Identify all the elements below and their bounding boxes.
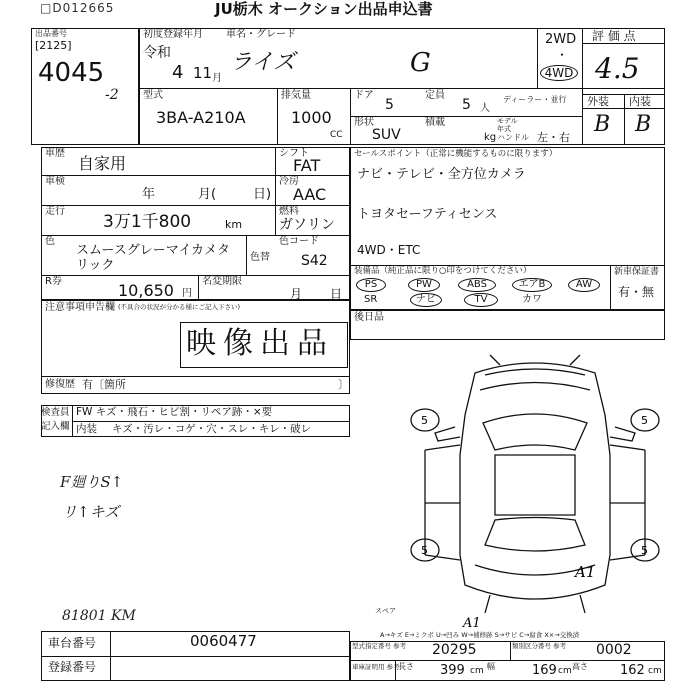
drive-4wd-circled: 4WD bbox=[540, 65, 578, 81]
warranty-value: 有・無 bbox=[618, 285, 655, 299]
header-stamp: □D012665 bbox=[40, 1, 115, 15]
drive-2wd: 2WD bbox=[545, 32, 577, 47]
inspection-month: 月( bbox=[198, 187, 217, 202]
capacity-label: 定員 bbox=[425, 90, 445, 101]
inspection-label: 車検 bbox=[45, 176, 65, 187]
height-unit: cm bbox=[648, 666, 662, 676]
repair-label: 修復歴 bbox=[45, 379, 75, 390]
damage-legend: A→キズ E→ミクボ U→凹み W→補修跡 S→サビ C→腐食 X×→交換済 bbox=[380, 631, 580, 639]
tire-mark-rear-right: 5 bbox=[641, 544, 648, 557]
displacement-value: 1000 bbox=[291, 108, 332, 127]
loading-label: 積載 bbox=[425, 117, 445, 128]
loading-unit: kg bbox=[484, 132, 497, 143]
registration-label: 登録番号 bbox=[48, 660, 97, 674]
recycle-unit: 円 bbox=[182, 288, 192, 299]
inspector-row-1: FW キズ・飛石・ヒビ割・リペア跡・×要 bbox=[76, 406, 273, 418]
warranty-label: 新車保証書 bbox=[614, 267, 660, 277]
inspector-label-2: 記入欄 bbox=[41, 421, 70, 432]
equip-abs: ABS bbox=[458, 278, 496, 292]
equip-sr: SR bbox=[364, 294, 378, 305]
repair-value: 有〔箇所 bbox=[82, 378, 126, 391]
equipment-label: 装備品（純正品に限り○印をつけてください） bbox=[354, 266, 532, 276]
model-year-label-1: モデル bbox=[497, 117, 518, 125]
drive-sep: ・ bbox=[556, 48, 569, 62]
damage-mark-a1-bottom: A1 bbox=[463, 616, 481, 630]
width-label: 幅 bbox=[487, 662, 495, 671]
model-value: 3BA-A210A bbox=[156, 108, 246, 127]
inspector-row-2: キズ・汚レ・コゲ・穴・スレ・キレ・破レ bbox=[112, 423, 312, 435]
class-number-value: 0002 bbox=[596, 642, 632, 658]
lot-code: [2125] bbox=[35, 39, 72, 52]
equip-pw: PW bbox=[408, 278, 440, 292]
top-grid bbox=[139, 28, 665, 145]
shift-label: シフト bbox=[279, 148, 309, 159]
lot-number: 4045 bbox=[38, 58, 105, 88]
equip-navi: ナビ bbox=[410, 293, 442, 307]
reg-year: 4 bbox=[172, 62, 184, 83]
height-label: 高さ bbox=[572, 662, 588, 671]
displacement-unit: CC bbox=[330, 130, 343, 140]
handwritten-note-1: F廻りS↑ bbox=[60, 473, 124, 491]
shape-label: 形状 bbox=[354, 117, 374, 128]
fuel-value: ガソリン bbox=[279, 217, 335, 233]
inspector-row-2-label: 内装 bbox=[76, 423, 97, 435]
score-value: 4.5 bbox=[595, 52, 640, 85]
name-change-month: 月 bbox=[290, 287, 303, 301]
car-damage-diagram bbox=[405, 345, 665, 630]
recycle-label: R券 bbox=[45, 276, 62, 287]
remarks-label: 注意事項申告欄 bbox=[45, 302, 115, 313]
sales-points-label: セールスポイント（正常に機能するものに限ります） bbox=[354, 149, 558, 159]
car-outline bbox=[405, 355, 659, 613]
color-label: 色 bbox=[45, 236, 55, 247]
dealer-label: ディーラー・並行 bbox=[503, 95, 567, 104]
lot-label: 出品番号 bbox=[35, 29, 67, 38]
damage-mark-a1-right: A1 bbox=[575, 563, 596, 581]
interior-grade: B bbox=[635, 112, 652, 137]
sales-point-1: ナビ・テレビ・全方位カメラ bbox=[357, 167, 526, 182]
tire-mark-rear-left: 5 bbox=[421, 544, 428, 557]
name-change-day: 日 bbox=[330, 287, 343, 301]
spare-label: スペア bbox=[375, 607, 396, 615]
width-value: 169 bbox=[532, 663, 557, 678]
exterior-label: 外装 bbox=[587, 95, 609, 108]
mileage-unit: km bbox=[225, 218, 243, 231]
post-box bbox=[350, 310, 665, 340]
color-change-label: 色替 bbox=[250, 252, 270, 263]
sales-point-3: 4WD・ETC bbox=[357, 243, 421, 257]
reg-month-unit: 月 bbox=[212, 73, 222, 84]
inspection-year: 年 bbox=[142, 187, 156, 202]
mileage-value: 3万1千800 bbox=[103, 212, 192, 232]
equip-leather: カワ bbox=[522, 294, 542, 305]
capacity-value: 5 bbox=[462, 97, 471, 113]
car-name: ライズ bbox=[230, 50, 296, 75]
tire-mark-front-right: 5 bbox=[641, 414, 648, 427]
reg-month: 11 bbox=[193, 64, 213, 82]
shape-value: SUV bbox=[372, 127, 401, 143]
score-label: 評 価 点 bbox=[592, 29, 636, 43]
length-unit: cm bbox=[470, 666, 484, 676]
doors-label: ドア bbox=[354, 90, 374, 101]
handwritten-note-2: リ↑キズ bbox=[62, 503, 120, 521]
aircon-label: 冷房 bbox=[279, 176, 299, 187]
model-year-label-2: 年式 bbox=[497, 125, 511, 133]
model-label: 型式 bbox=[143, 90, 163, 101]
height-value: 162 bbox=[620, 663, 645, 678]
equip-tv: TV bbox=[464, 293, 498, 307]
type-number-value: 20295 bbox=[432, 642, 477, 658]
car-grade: G bbox=[410, 48, 431, 78]
aircon-value: AAC bbox=[293, 185, 327, 204]
mileage-label: 走行 bbox=[45, 206, 65, 217]
color-line-2: リック bbox=[76, 258, 115, 273]
equip-aw: AW bbox=[568, 278, 600, 292]
lot-suffix: -2 bbox=[105, 87, 119, 103]
handle-label: ハンドル bbox=[497, 133, 529, 142]
handwritten-odometer: 81801 KM bbox=[62, 608, 136, 624]
name-label: 車名・グレード bbox=[226, 29, 296, 40]
inspector-label-1: 検査員 bbox=[41, 407, 70, 418]
width-unit: cm bbox=[558, 666, 572, 676]
inspection-day: 日) bbox=[253, 187, 272, 202]
recycle-value: 10,650 bbox=[118, 281, 174, 300]
length-value: 399 bbox=[440, 663, 465, 678]
fuel-label: 燃料 bbox=[279, 206, 299, 217]
tire-mark-front-left: 5 bbox=[421, 414, 428, 427]
name-change-label: 名変期限 bbox=[202, 276, 242, 287]
sales-point-2: トヨタセーフティセンス bbox=[357, 207, 498, 222]
color-code-label: 色コード bbox=[279, 236, 319, 247]
frame-number-value: 0060477 bbox=[190, 632, 257, 650]
usage-label: 車歴 bbox=[45, 148, 65, 159]
class-number-label: 類別区分番号 参考 bbox=[512, 642, 567, 650]
post-label: 後日品 bbox=[354, 312, 384, 323]
equip-airbag: エアB bbox=[512, 278, 552, 292]
interior-label: 内装 bbox=[629, 95, 651, 108]
type-number-label: 型式指定番号 参考 bbox=[352, 642, 407, 650]
length-label: 長さ bbox=[398, 662, 414, 671]
usage-value: 自家用 bbox=[78, 154, 127, 173]
reg-year-label: 初度登録年月 bbox=[143, 29, 203, 40]
remarks-note: (不具合の状況が分かる様にご記入下さい) bbox=[118, 303, 241, 311]
frame-number-label: 車台番号 bbox=[48, 636, 97, 650]
equip-ps: PS bbox=[356, 278, 386, 292]
capacity-unit: 人 bbox=[480, 103, 490, 114]
color-code-value: S42 bbox=[301, 253, 328, 269]
doors-value: 5 bbox=[385, 97, 394, 113]
dimensions-label: 車庫証明用 参考 bbox=[352, 663, 400, 671]
shift-value: FAT bbox=[293, 156, 321, 175]
video-stamp-text: 映像出品 bbox=[186, 326, 334, 361]
handle-value: 左・右 bbox=[537, 131, 570, 144]
color-line-1: スムースグレーマイカメタ bbox=[76, 243, 231, 258]
exterior-grade: B bbox=[594, 112, 611, 137]
repair-close: 〕 bbox=[338, 378, 349, 391]
displacement-label: 排気量 bbox=[281, 90, 311, 101]
reg-era: 令和 bbox=[143, 45, 171, 61]
form-title: JU栃木 オークション出品申込書 bbox=[215, 0, 433, 18]
